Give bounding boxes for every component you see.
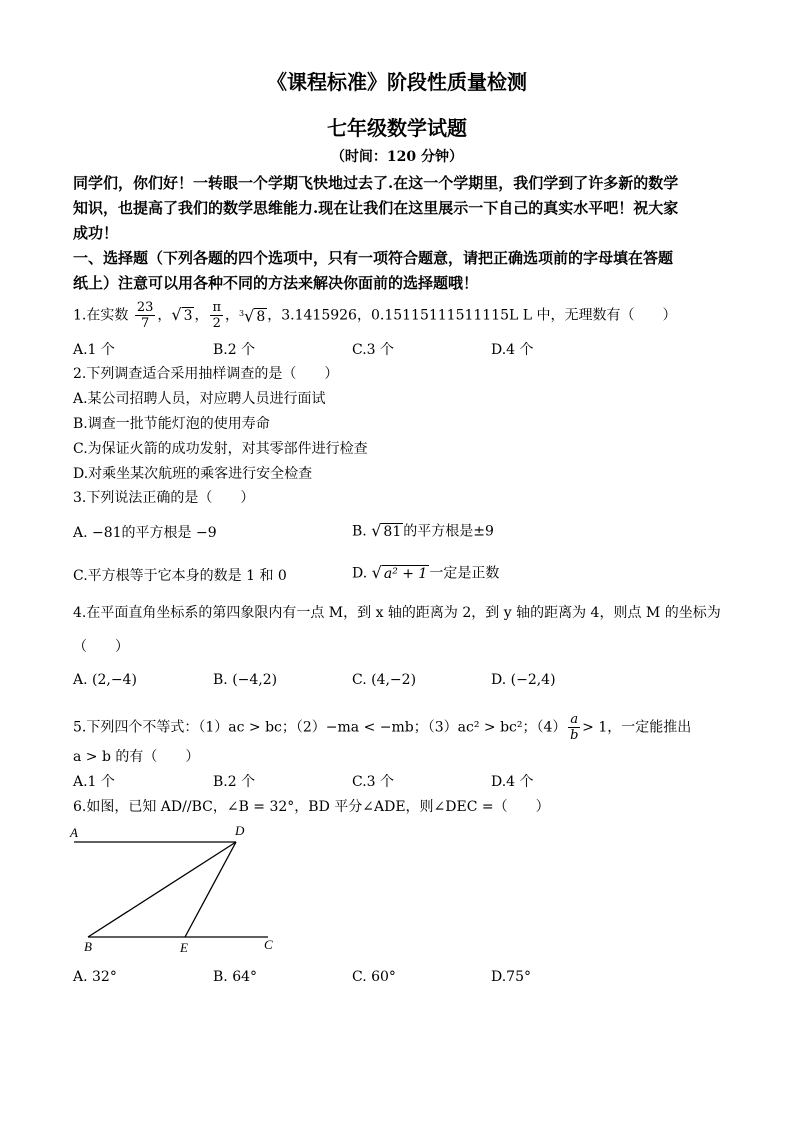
intro-line: 知识，也提高了我们的数学思维能力.现在让我们在这里展示一下自己的真实水平吧！祝大家: [73, 199, 679, 217]
q6-option-c: C. 60°: [352, 969, 396, 985]
q3-option-b: B. √ 81 的平方根是±9: [352, 521, 494, 540]
q2-option-c: C.为保证火箭的成功发射，对其零部件进行检查: [73, 441, 368, 457]
sqrt-3: √ 3: [171, 305, 193, 324]
q6-option-a: A. 32°: [73, 969, 117, 985]
line-de: [185, 842, 236, 937]
q3-option-a: A. −81的平方根是 −9: [73, 525, 217, 541]
sqrt-81: √ 81: [371, 521, 402, 540]
question-5-line2: a > b 的有（ ）: [73, 749, 200, 765]
q3-option-c: C.平方根等于它本身的数是 1 和 0: [73, 568, 287, 584]
label-c: C: [264, 937, 273, 952]
fraction-pi-2: $\frac{\pi}{2}$: [212, 300, 222, 331]
q5-option-c: C.3 个: [352, 774, 395, 790]
q1-option-a: A.1 个: [73, 342, 115, 358]
q1-option-d: D.4 个: [491, 342, 534, 358]
question-4-stem: 4.在平面直角坐标系的第四象限内有一点 M，到 x 轴的距离为 2，到 y 轴的距离为 4，则点 M 的坐标为: [73, 605, 721, 621]
question-2-stem: 2.下列调查适合采用抽样调查的是（ ）: [73, 366, 339, 382]
q3-option-d: D. √ a² + 1 一定是正数: [352, 563, 500, 582]
intro-line: 成功！: [73, 224, 119, 242]
label-b: B: [84, 939, 92, 954]
section-heading: 纸上）注意可以用各种不同的方法来解决你面前的选择题哦！: [73, 274, 479, 292]
section-heading: 一、选择题（下列各题的四个选项中，只有一项符合题意，请把正确选项前的字母填在答题: [73, 249, 674, 267]
q4-option-d: D. (−2,4): [491, 672, 556, 688]
q4-option-c: C. (4,−2): [352, 672, 417, 688]
q5-option-d: D.4 个: [491, 774, 534, 790]
label-d: D: [235, 823, 245, 838]
intro-line: 同学们，你们好！一转眼一个学期飞快地过去了.在这一个学期里，我们学到了许多新的数学: [73, 174, 679, 192]
question-4-blank: （ ）: [73, 639, 129, 655]
q2-option-a: A.某公司招聘人员，对应聘人员进行面试: [73, 391, 326, 407]
q5-option-a: A.1 个: [73, 774, 115, 790]
question-3-stem: 3.下列说法正确的是（ ）: [73, 490, 255, 506]
label-a: A: [70, 825, 78, 840]
question-6-stem: 6.如图，已知 AD//BC，∠B = 32°，BD 平分∠ADE，则∠DEC =（ ）: [73, 799, 550, 815]
label-e: E: [180, 940, 188, 955]
geometry-figure: [68, 823, 288, 958]
cbrt-8: $^3$√ 8: [239, 306, 266, 326]
fraction-23-7: $\frac{23}{7}$: [136, 300, 154, 331]
q5-option-b: B.2 个: [213, 774, 256, 790]
page-subtitle: 七年级数学试题: [327, 116, 467, 140]
q4-option-b: B. (−4,2): [213, 672, 278, 688]
sqrt-a2-plus-1: √ a² + 1: [371, 563, 428, 582]
fraction-a-b: $\frac{a}{b}$: [570, 712, 579, 743]
line-bd: [88, 842, 236, 937]
q1-option-c: C.3 个: [352, 342, 395, 358]
question-1-stem: 1.在实数 $\frac{23}{7}$ ，√ 3 ， $\frac{\pi}{2}$ ，$^3$√ 8 ，3.1415926，0.15115111511115L L 中，无理数有（ ）: [73, 300, 677, 331]
q4-option-a: A. (2,−4): [73, 672, 137, 688]
q2-option-d: D.对乘坐某次航班的乘客进行安全检查: [73, 466, 313, 482]
page-title: 《课程标准》阶段性质量检测: [267, 70, 527, 94]
q6-option-b: B. 64°: [213, 969, 258, 985]
q6-option-d: D.75°: [491, 969, 531, 985]
q2-option-b: B.调查一批节能灯泡的使用寿命: [73, 416, 270, 432]
question-5-stem: 5.下列四个不等式：（1）ac > bc；（2）−ma < −mb；（3）ac² > bc²；（4） $\frac{a}{b}$ > 1，一定能推出: [73, 712, 692, 743]
q1-option-b: B.2 个: [213, 342, 256, 358]
exam-time: （时间：120 分钟）: [330, 149, 464, 165]
